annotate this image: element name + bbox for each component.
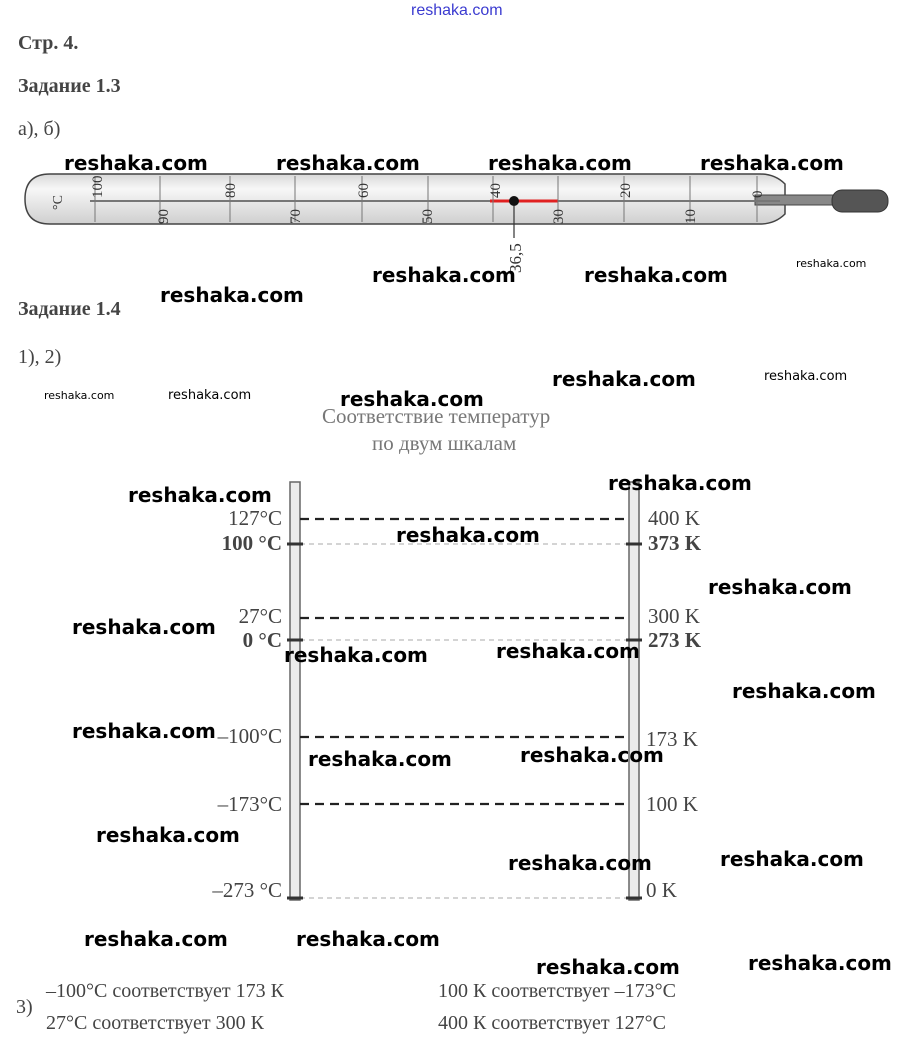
task-1-4-title: Задание 1.4 bbox=[18, 298, 121, 320]
answer-1b: 100 К соответствует –173°С bbox=[438, 980, 676, 1002]
kelvin-label: 0 K bbox=[646, 878, 677, 902]
top-watermark[interactable]: reshaka.com bbox=[411, 2, 503, 19]
tick-top: 20 bbox=[618, 183, 634, 198]
kelvin-label: 400 K bbox=[648, 506, 700, 530]
watermark: reshaka.com bbox=[708, 575, 852, 599]
watermark: reshaka.com bbox=[732, 679, 876, 703]
task-1-3-sub: а), б) bbox=[18, 118, 61, 140]
tick-top: 40 bbox=[488, 183, 504, 198]
celsius-label: –173°C bbox=[217, 792, 282, 816]
watermark: reshaka.com bbox=[276, 151, 420, 175]
watermark: reshaka.com bbox=[44, 389, 115, 402]
celsius-label: 127°C bbox=[228, 506, 282, 530]
watermark: reshaka.com bbox=[748, 951, 892, 975]
kelvin-label: 273 K bbox=[648, 628, 702, 652]
watermark: reshaka.com bbox=[96, 823, 240, 847]
watermark: reshaka.com bbox=[72, 615, 216, 639]
answer-2a: 27°С соответствует 300 К bbox=[46, 1012, 264, 1034]
watermark: reshaka.com bbox=[796, 257, 867, 270]
watermark: reshaka.com bbox=[536, 955, 680, 979]
task-1-4-sub: 1), 2) bbox=[18, 346, 62, 368]
watermark: reshaka.com bbox=[520, 743, 664, 767]
reading-marker bbox=[509, 196, 519, 206]
watermark: reshaka.com bbox=[372, 263, 516, 287]
watermark: reshaka.com bbox=[700, 151, 844, 175]
watermark: reshaka.com bbox=[552, 367, 696, 391]
watermark: reshaka.com bbox=[84, 927, 228, 951]
watermark: reshaka.com bbox=[160, 283, 304, 307]
celsius-label: 0 °C bbox=[242, 628, 282, 652]
watermark: reshaka.com bbox=[584, 263, 728, 287]
answer-2b: 400 К соответствует 127°С bbox=[438, 1012, 666, 1034]
tick-top: 0 bbox=[750, 190, 766, 198]
kelvin-label: 173 K bbox=[646, 727, 698, 751]
watermark: reshaka.com bbox=[284, 643, 428, 667]
diagram-title-2: по двум шкалам bbox=[372, 431, 517, 455]
tick-top: 100 bbox=[90, 175, 106, 198]
tick-bottom: 10 bbox=[683, 209, 699, 224]
tick-bottom: 30 bbox=[551, 209, 567, 224]
watermark: reshaka.com bbox=[488, 151, 632, 175]
reading-label: 36,5 bbox=[506, 243, 525, 273]
task-3-number: 3) bbox=[16, 996, 33, 1018]
watermark: reshaka.com bbox=[508, 851, 652, 875]
watermark: reshaka.com bbox=[308, 747, 452, 771]
tick-top: 60 bbox=[356, 183, 372, 198]
celsius-label: 27°C bbox=[238, 604, 282, 628]
thermo-unit: °С bbox=[51, 195, 66, 210]
watermark: reshaka.com bbox=[296, 927, 440, 951]
watermark: reshaka.com bbox=[496, 639, 640, 663]
diagram-title-1: Соответствие температур bbox=[322, 404, 551, 428]
tick-bottom: 50 bbox=[420, 209, 436, 224]
celsius-label: –100°C bbox=[217, 724, 282, 748]
answer-1a: –100°С соответствует 173 К bbox=[46, 980, 284, 1002]
watermark: reshaka.com bbox=[72, 719, 216, 743]
task-1-3-title: Задание 1.3 bbox=[18, 75, 121, 97]
celsius-label: 100 °C bbox=[221, 531, 282, 555]
watermark: reshaka.com bbox=[128, 483, 272, 507]
celsius-label: –273 °C bbox=[212, 878, 282, 902]
tick-top: 80 bbox=[223, 183, 239, 198]
watermark: reshaka.com bbox=[64, 151, 208, 175]
watermark: reshaka.com bbox=[764, 369, 848, 384]
tick-bottom: 70 bbox=[288, 209, 304, 224]
watermark: reshaka.com bbox=[340, 387, 484, 411]
tick-bottom: 90 bbox=[156, 209, 172, 224]
watermark: reshaka.com bbox=[720, 847, 864, 871]
kelvin-label: 373 K bbox=[648, 531, 702, 555]
watermark: reshaka.com bbox=[608, 471, 752, 495]
kelvin-label: 300 K bbox=[648, 604, 700, 628]
kelvin-label: 100 K bbox=[646, 792, 698, 816]
watermark: reshaka.com bbox=[396, 523, 540, 547]
page-number: Стр. 4. bbox=[18, 32, 79, 54]
watermark: reshaka.com bbox=[168, 388, 252, 403]
thermometer bbox=[20, 168, 900, 278]
